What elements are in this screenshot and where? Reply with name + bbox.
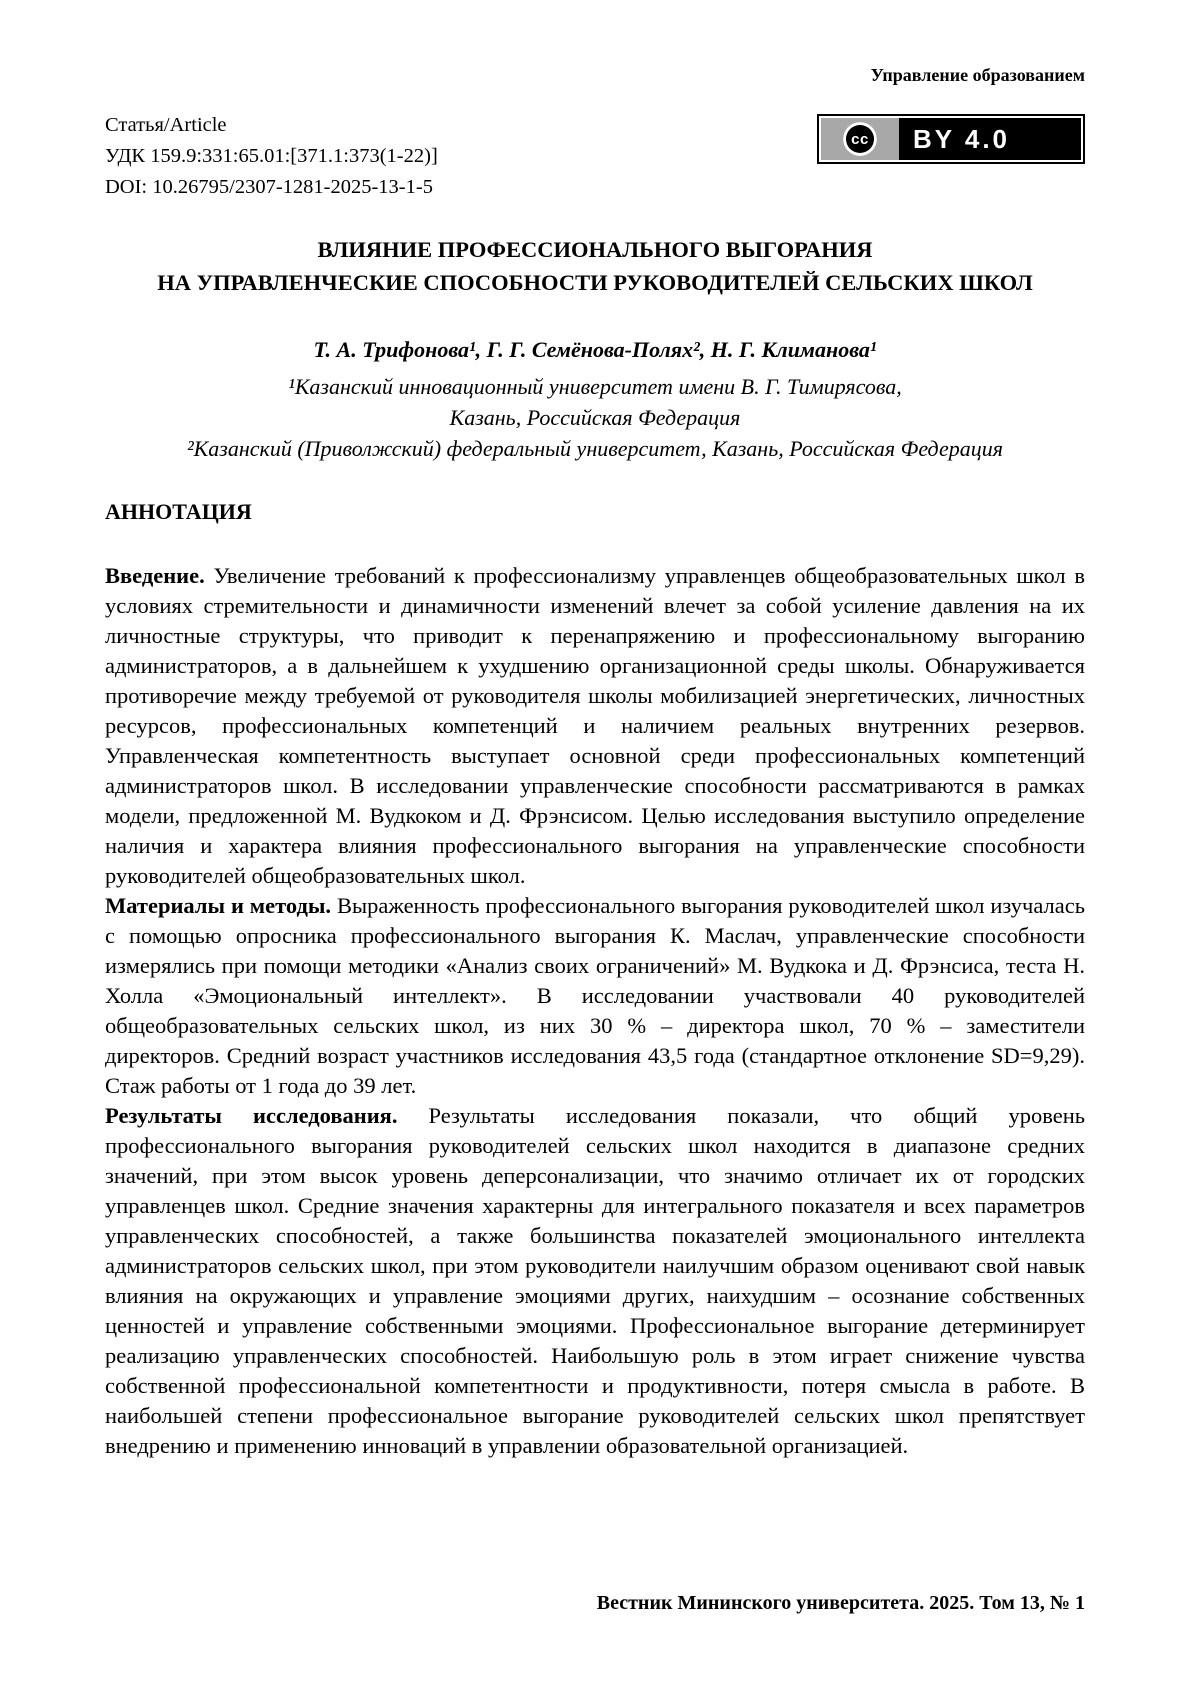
affiliation-line-3: ²Казанский (Приволжский) федеральный университет, Казань, Российская Федерация bbox=[187, 436, 1003, 461]
journal-footer: Вестник Мининского университета. 2025. Том 13, № 1 bbox=[596, 1592, 1085, 1614]
abstract-paragraph-results bbox=[105, 1101, 1085, 1461]
paragraph-label: Материалы и методы. bbox=[105, 893, 332, 918]
paragraph-text: Результаты исследования показали, что общий уровень профессионального выгорания руководителей сельских школ находится в диапазоне средних значений, при этом высок уровень деперсонализации, что значимо отличает их от городских управленцев школ. Средние значения характерны для интегрального показателя и всех параметров управленческих способностей, а также большинства показателей эмоционального интеллекта администраторов сельских школ, при этом руководители наилучшим образом оценивают свой навык влияния на окружающих и управление эмоциями других, наихудшим – осознание собственных ценностей и управление собственными эмоциями. Профессиональное выгорание детерминирует реализацию управленческих способностей. Наибольшую роль в этом играет снижение чувства собственной профессиональной компетентности и продуктивности, потеря смысла в работе. В наибольшей степени профессиональное выгорание руководителей сельских школ препятствует внедрению и применению инноваций в управлении образовательной организацией. bbox=[105, 1103, 1086, 1458]
cc-by-license-badge[interactable] bbox=[817, 114, 1085, 164]
paragraph-text: Выраженность профессионального выгорания руководителей школ изучалась с помощью опросника профессионального выгорания К. Маслач, управленческие способности измерялись при помощи методики «Анализ своих ограничений» М. Вудкока и Д. Фрэнсиса, теста Н. Холла «Эмоциональный интеллект». В исследовании участвовали 40 руководителей общеобразовательных сельских школ, из них 30 % – директора школ, 70 % – заместители директоров. Средний возраст участников исследования 43,5 года (стандартное отклонение SD=9,29). Стаж работы от 1 года до 39 лет. bbox=[105, 893, 1085, 1098]
article-title-line-1: ВЛИЯНИЕ ПРОФЕССИОНАЛЬНОГО ВЫГОРАНИЯ bbox=[317, 237, 873, 262]
abstract-heading: АННОТАЦИЯ bbox=[105, 499, 252, 524]
article-meta bbox=[105, 110, 438, 203]
udc-label: УДК 159.9:331:65.01:[371.1:373(1-22)] bbox=[105, 145, 438, 167]
article-type-label: Статья/Article bbox=[105, 114, 227, 136]
paragraph-text: Увеличение требований к профессионализму управленцев общеобразовательных школ в условиях стремительности и динамичности изменений влечет за собой усиление давления на их личностные структуры, что приводит к перенапряжению и профессиональному выгоранию администраторов, а в дальнейшем к ухудшению организационной среды школы. Обнаруживается противоречие между требуемой от руководителя школы мобилизацией энергетических, личностных ресурсов, профессиональных компетенций и наличием реальных внутренних резервов. Управленческая компетентность выступает основной среди профессиональных компетенций администраторов школ. В исследовании управленческие способности рассматриваются в рамках модели, предложенной М. Вудкоком и Д. Фрэнсисом. Целью исследования выступило определение наличия и характера влияния профессионального выгорания на управленческие способности руководителей общеобразовательных школ. bbox=[105, 563, 1085, 888]
authors-line: Т. А. Трифонова¹, Г. Г. Семёнова-Полях², Н. Г. Климанова¹ bbox=[313, 337, 877, 362]
journal-section-label: Управление образованием bbox=[870, 65, 1085, 85]
article-title-line-2: НА УПРАВЛЕНЧЕСКИЕ СПОСОБНОСТИ РУКОВОДИТЕЛЕЙ СЕЛЬСКИХ ШКОЛ bbox=[157, 270, 1033, 295]
paragraph-label: Результаты исследования. bbox=[105, 1103, 398, 1128]
cc-icon-plate bbox=[821, 118, 899, 160]
cc-icon: cc bbox=[843, 122, 877, 156]
cc-badge-body bbox=[821, 118, 1081, 160]
meta-row bbox=[105, 110, 1085, 203]
affiliation-line-1: ¹Казанский инновационный университет имени В. Г. Тимирясова, bbox=[288, 374, 902, 399]
cc-badge-label: BY 4.0 bbox=[913, 123, 1011, 154]
abstract-paragraph-methods bbox=[105, 891, 1085, 1101]
affiliations bbox=[105, 371, 1085, 464]
affiliation-line-2: Казань, Российская Федерация bbox=[449, 405, 741, 430]
paragraph-label: Введение. bbox=[105, 563, 205, 588]
abstract-body bbox=[105, 561, 1085, 1461]
abstract-paragraph-introduction bbox=[105, 561, 1085, 891]
doi-label: DOI: 10.26795/2307-1281-2025-13-1-5 bbox=[105, 176, 433, 198]
article-title bbox=[105, 233, 1085, 299]
